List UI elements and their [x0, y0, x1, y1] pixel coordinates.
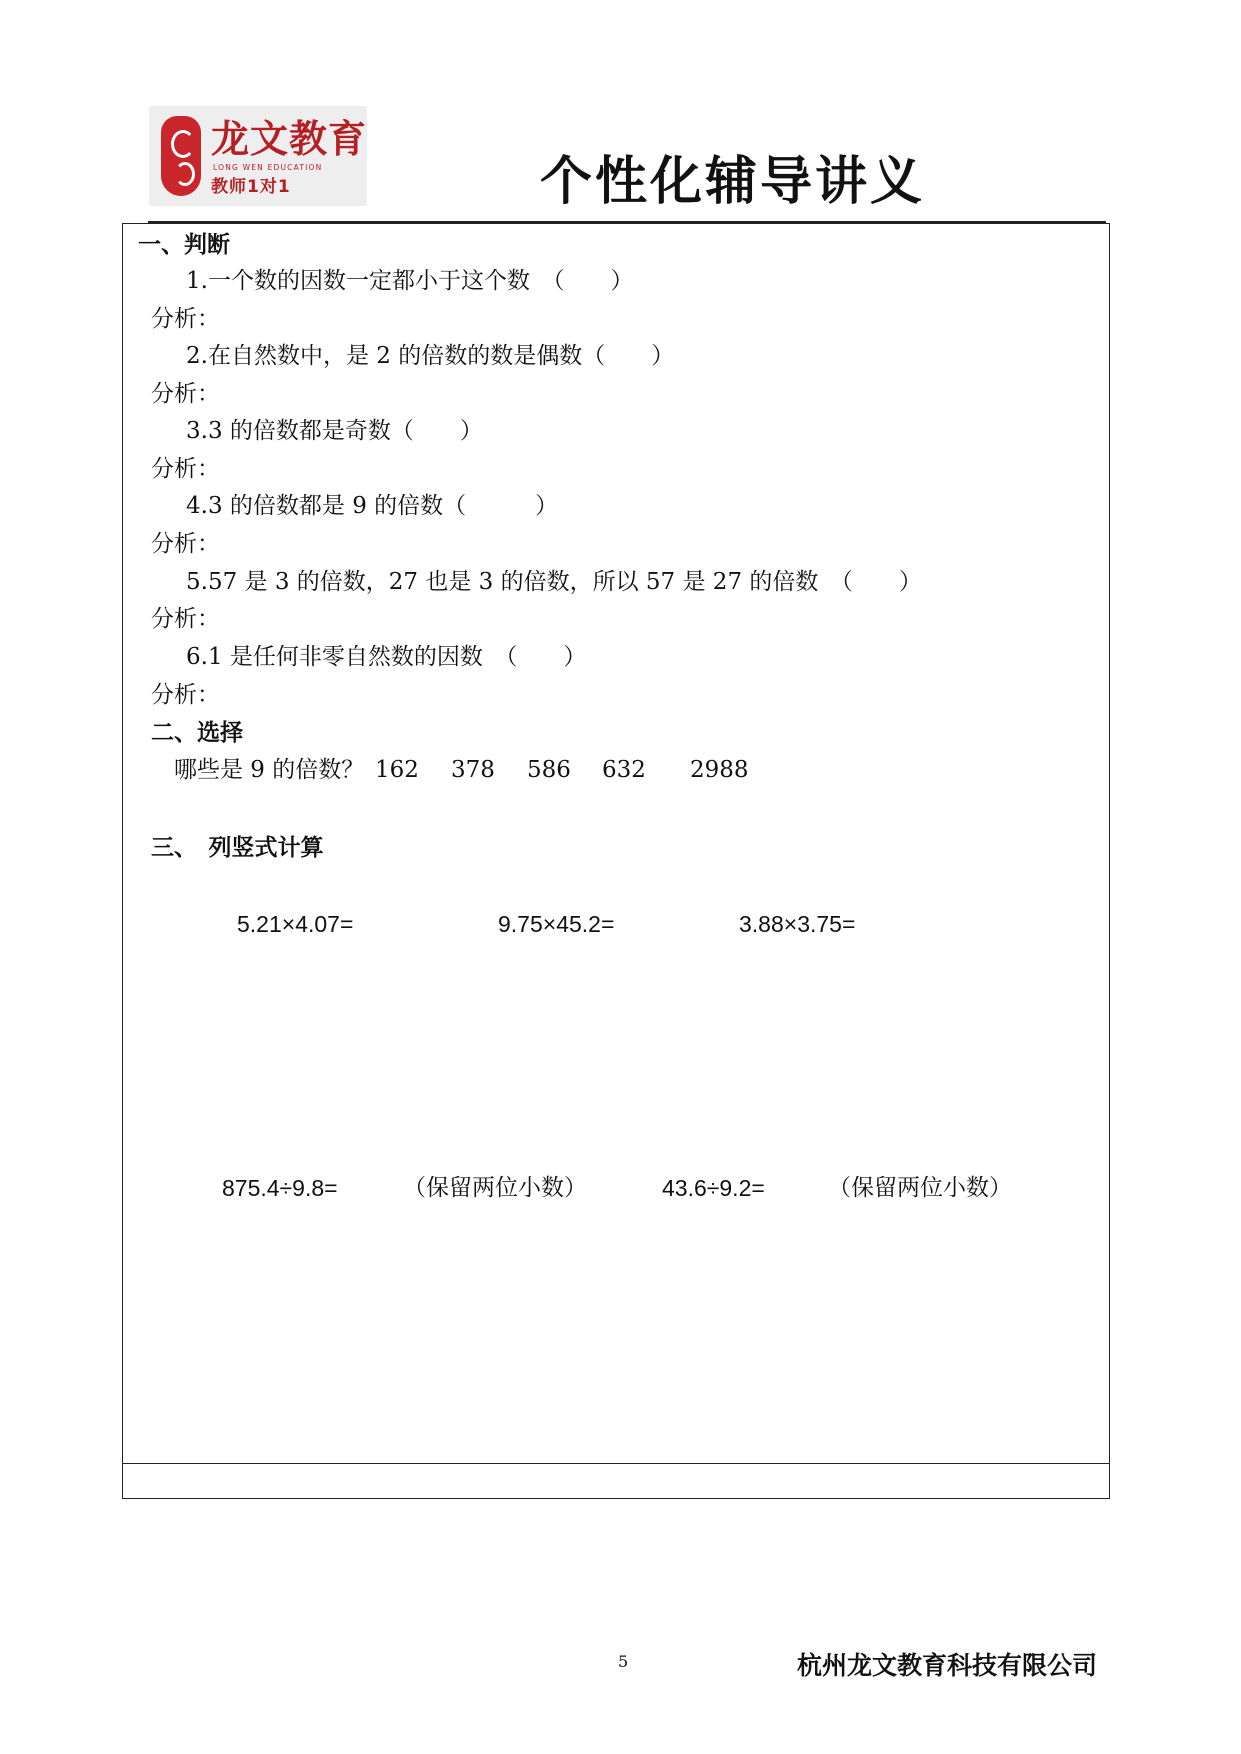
division-note: （保留两位小数）	[828, 1175, 1012, 1201]
section-heading-calculation: 三、 列竖式计算	[151, 835, 324, 861]
multiplication-problem: 9.75×45.2=	[498, 911, 615, 937]
analysis-4: 分析：	[151, 531, 220, 557]
question-4: 4.3 的倍数都是 9 的倍数（ ）	[186, 493, 559, 519]
section-heading-judgement: 一、判断	[138, 232, 230, 258]
choice-number: 378	[451, 757, 495, 783]
choice-number: 2988	[690, 757, 749, 783]
analysis-6: 分析：	[151, 682, 220, 708]
dragon-logo-icon	[161, 116, 201, 196]
page-number: 5	[618, 1652, 629, 1671]
choice-number: 632	[602, 757, 646, 783]
analysis-5: 分析：	[151, 606, 220, 632]
question-2: 2.在自然数中，是 2 的倍数的数是偶数（ ）	[186, 343, 675, 369]
logo-name: 龙文教育	[211, 117, 368, 161]
page-title: 个性化辅导讲义	[540, 151, 926, 212]
section-heading-choice: 二、选择	[151, 720, 243, 746]
analysis-3: 分析：	[151, 456, 220, 482]
division-problem: 875.4÷9.8=	[222, 1175, 338, 1201]
question-5: 5.57 是 3 的倍数，27 也是 3 的倍数，所以 57 是 27 的倍数 （ ）	[186, 569, 922, 595]
analysis-1: 分析：	[151, 306, 220, 332]
choice-number: 586	[527, 757, 571, 783]
logo-subtitle: 教师1对1	[211, 177, 291, 197]
multiplication-problem: 5.21×4.07=	[237, 911, 354, 937]
frame-divider	[122, 1463, 1110, 1464]
question-6: 6.1 是任何非零自然数的因数 （ ）	[186, 644, 587, 670]
logo-english: LONG WEN EDUCATION	[213, 163, 323, 172]
logo	[149, 106, 367, 206]
division-problem: 43.6÷9.2=	[662, 1175, 765, 1201]
question-3: 3.3 的倍数都是奇数（ ）	[186, 418, 483, 444]
choice-number: 162	[375, 757, 419, 783]
analysis-2: 分析：	[151, 381, 220, 407]
multiplication-problem: 3.88×3.75=	[739, 911, 856, 937]
division-note: （保留两位小数）	[403, 1175, 587, 1201]
question-1: 1.一个数的因数一定都小于这个数 （ ）	[186, 268, 634, 294]
company-name: 杭州龙文教育科技有限公司	[797, 1651, 1098, 1680]
choice-prompt: 哪些是 9 的倍数？	[174, 757, 365, 783]
